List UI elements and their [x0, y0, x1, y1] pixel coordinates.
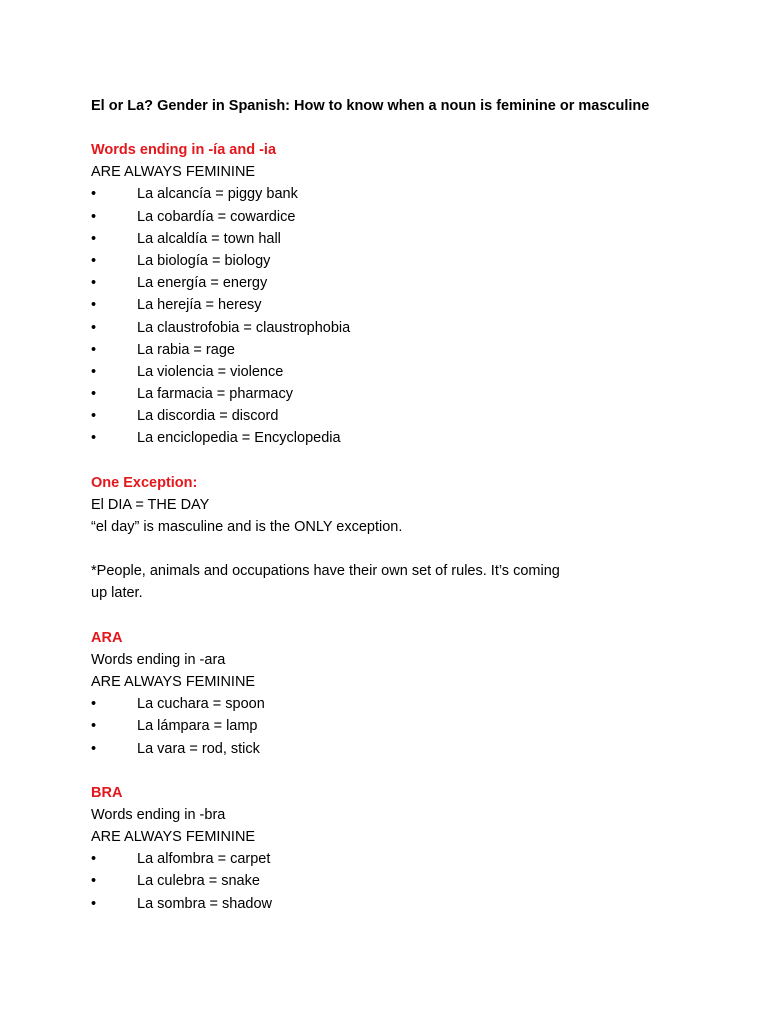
bullet: • — [91, 275, 97, 292]
section-heading-ia: Words ending in -ía and -ia — [91, 142, 277, 158]
bullet: • — [91, 319, 97, 336]
spacer — [91, 538, 731, 560]
list-item — [91, 738, 731, 760]
list-item-text: La cuchara = spoon — [137, 696, 265, 713]
exception-heading: One Exception: — [91, 474, 198, 491]
word-list-ia — [91, 183, 731, 449]
section-heading-bra: BRA — [91, 784, 123, 801]
list-item-text: La claustrofobia = claustrophobia — [137, 319, 351, 336]
spacer — [91, 760, 731, 782]
list-item — [91, 272, 731, 294]
list-item — [91, 848, 731, 870]
list-item-text: La farmacia = pharmacy — [137, 386, 293, 403]
list-item — [91, 228, 731, 250]
list-item — [91, 405, 731, 427]
bullet: • — [91, 430, 97, 447]
spacer — [91, 117, 731, 139]
note-paragraph: *People, animals and occupations have their own set of rules. It’s coming up later. — [91, 563, 560, 602]
list-item-text: La rabia = rage — [137, 341, 235, 358]
list-item — [91, 294, 731, 316]
exception-line-1: El DIA = THE DAY — [91, 496, 210, 513]
bullet: • — [91, 252, 97, 269]
list-item-text: La alcaldía = town hall — [137, 230, 281, 247]
list-item-text: La culebra = snake — [137, 873, 260, 890]
list-item — [91, 339, 731, 361]
section-rule-bra: ARE ALWAYS FEMININE — [91, 829, 256, 846]
document-title: El or La? Gender in Spanish: How to know when a noun is feminine or masculine — [91, 98, 650, 114]
bullet: • — [91, 895, 97, 912]
section-rule-ia: ARE ALWAYS FEMININE — [91, 164, 256, 181]
section-intro-ara: Words ending in -ara — [91, 651, 226, 668]
list-item-text: La sombra = shadow — [137, 895, 273, 912]
list-item — [91, 427, 731, 449]
list-item-text: La violencia = violence — [137, 363, 284, 380]
list-item — [91, 250, 731, 272]
bullet: • — [91, 873, 97, 890]
section-heading-ara: ARA — [91, 629, 123, 646]
list-item — [91, 715, 731, 737]
list-item — [91, 183, 731, 205]
list-item — [91, 383, 731, 405]
section-rule-ara: ARE ALWAYS FEMININE — [91, 673, 256, 690]
bullet: • — [91, 851, 97, 868]
list-item-text: La energía = energy — [137, 275, 268, 292]
exception-line-2: “el day” is masculine and is the ONLY exception. — [91, 519, 403, 535]
list-item — [91, 317, 731, 339]
list-item-text: La alcancía = piggy bank — [137, 186, 298, 203]
list-item — [91, 870, 731, 892]
document-page — [91, 95, 731, 915]
bullet: • — [91, 408, 97, 425]
word-list-bra — [91, 848, 731, 915]
bullet: • — [91, 297, 97, 314]
list-item-text: La discordia = discord — [137, 408, 279, 425]
bullet: • — [91, 718, 97, 735]
spacer — [91, 605, 731, 627]
bullet: • — [91, 230, 97, 247]
list-item — [91, 693, 731, 715]
bullet: • — [91, 341, 97, 358]
list-item-text: La alfombra = carpet — [137, 851, 271, 868]
word-list-ara — [91, 693, 731, 760]
list-item-text: La enciclopedia = Encyclopedia — [137, 430, 341, 447]
list-item-text: La herejía = heresy — [137, 297, 262, 314]
section-intro-bra: Words ending in -bra — [91, 806, 226, 823]
spacer — [91, 450, 731, 472]
list-item-text: La cobardía = cowardice — [137, 208, 296, 225]
list-item — [91, 206, 731, 228]
bullet: • — [91, 186, 97, 203]
bullet: • — [91, 696, 97, 713]
list-item-text: La lámpara = lamp — [137, 718, 258, 735]
list-item-text: La biología = biology — [137, 252, 271, 269]
bullet: • — [91, 208, 97, 225]
list-item — [91, 893, 731, 915]
list-item-text: La vara = rod, stick — [137, 740, 260, 757]
bullet: • — [91, 363, 97, 380]
bullet: • — [91, 740, 97, 757]
bullet: • — [91, 386, 97, 403]
list-item — [91, 361, 731, 383]
